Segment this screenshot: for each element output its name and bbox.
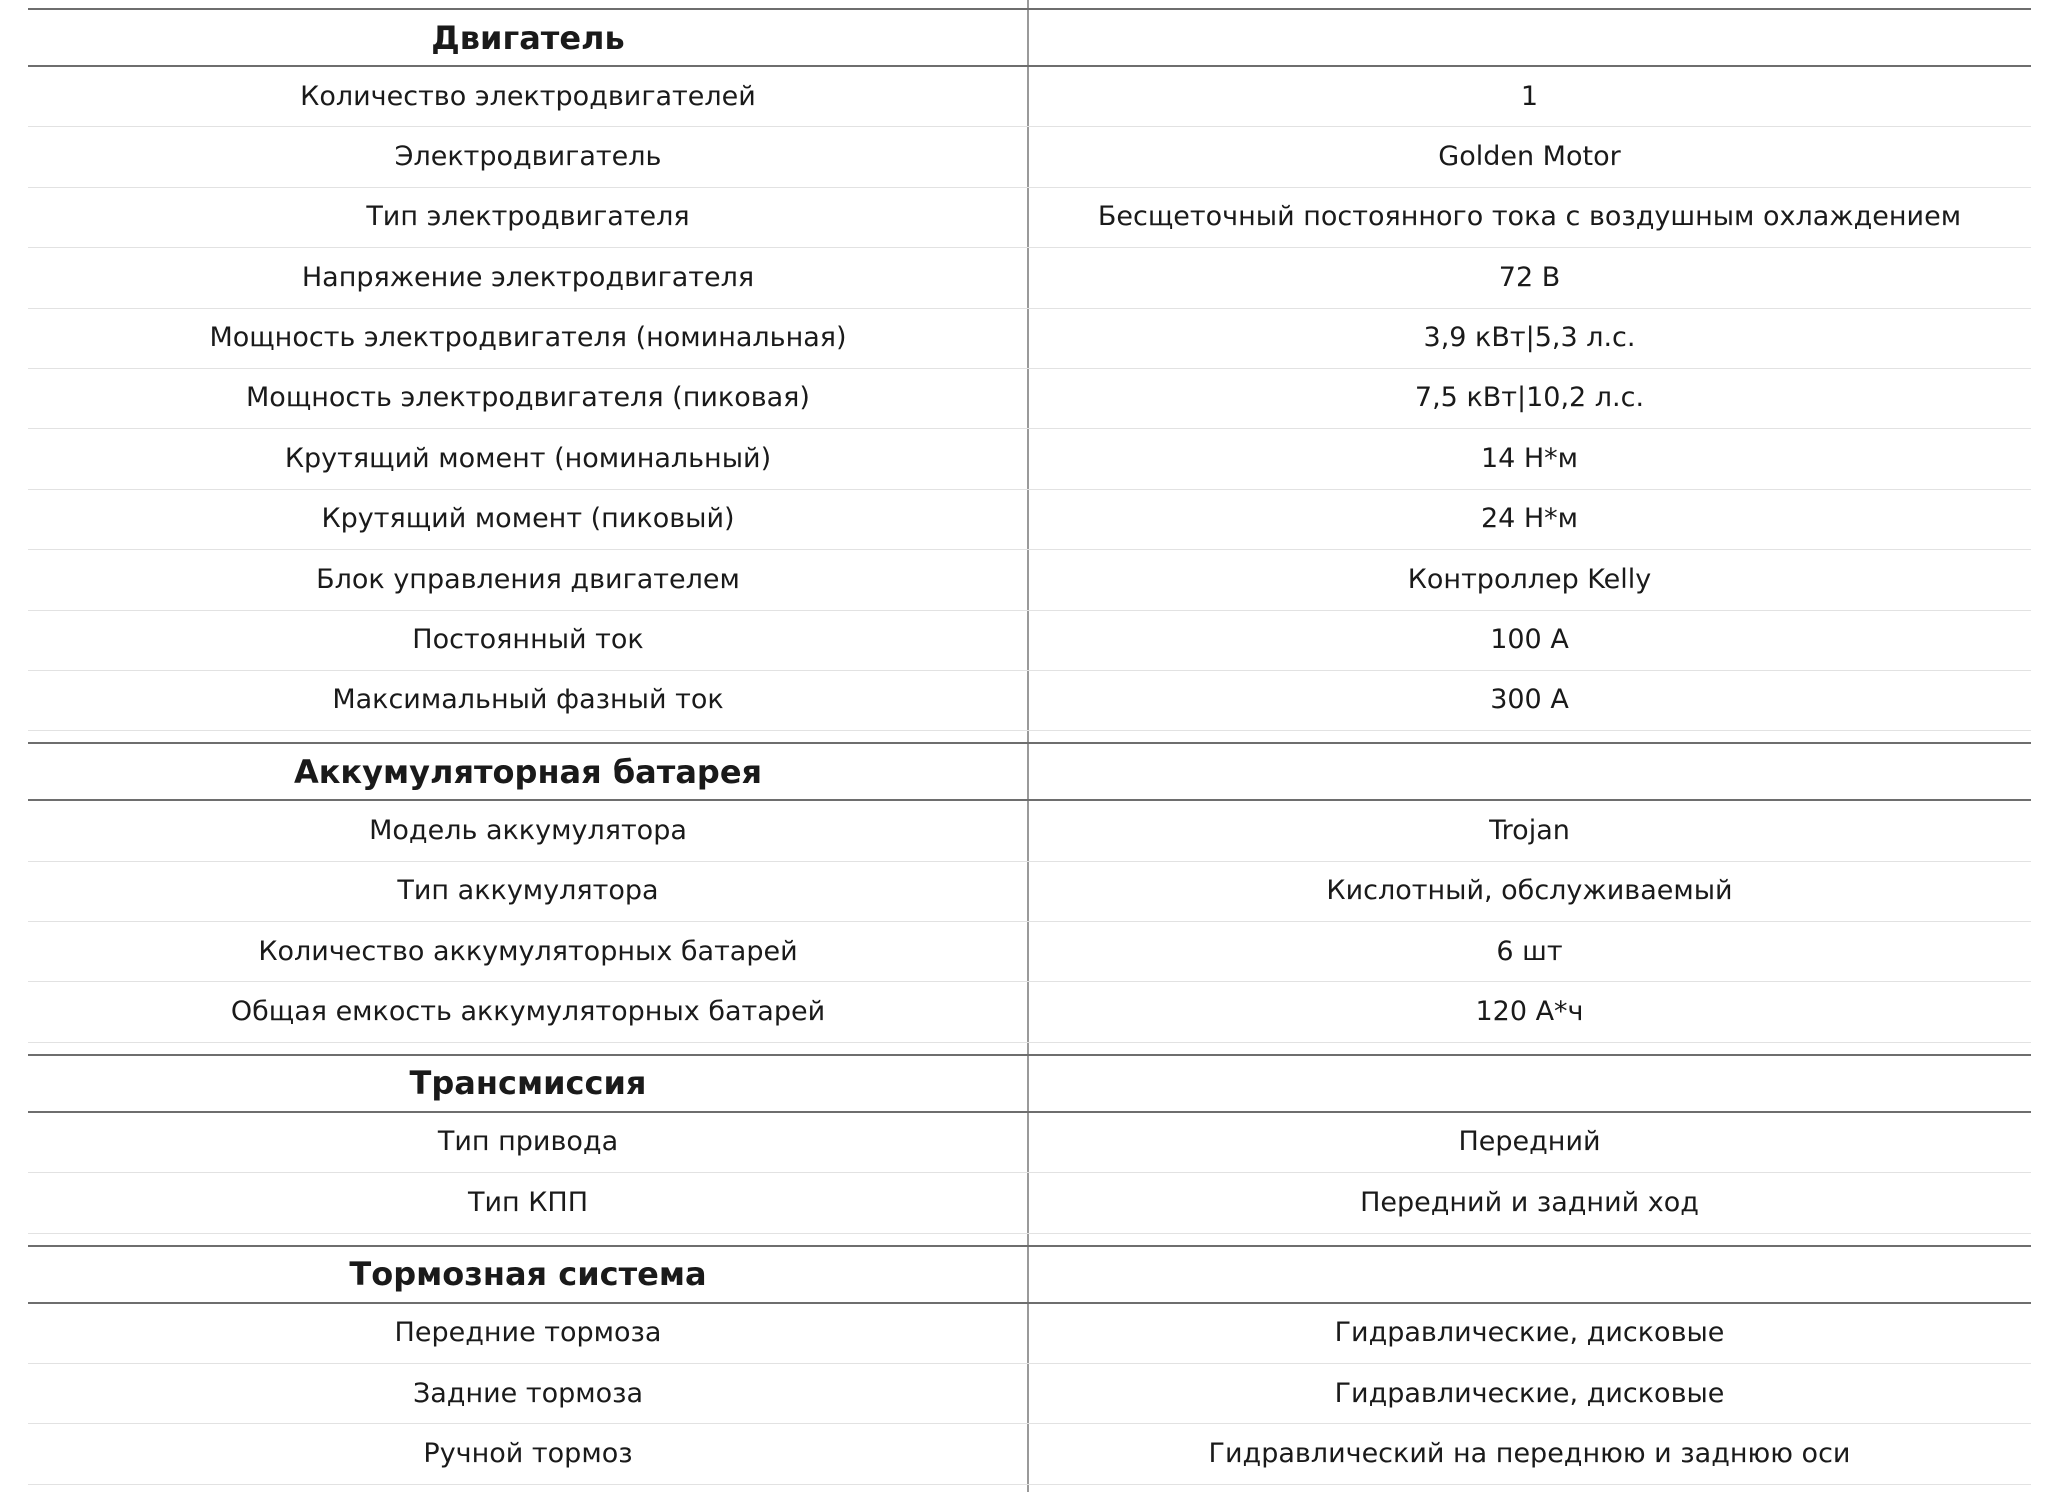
table-row — [28, 369, 2031, 429]
spec-value: Trojan — [1489, 814, 1570, 846]
section-separator — [28, 1234, 2031, 1247]
spec-label: Модель аккумулятора — [369, 814, 687, 846]
table-row — [28, 1113, 2031, 1173]
spec-label: Крутящий момент (пиковый) — [321, 503, 735, 535]
spec-label: Задние тормоза — [412, 1377, 644, 1409]
spec-value: Гидравлические, дисковые — [1334, 1317, 1725, 1349]
spec-label: Электродвигатель — [394, 140, 662, 172]
spec-label: Тип привода — [437, 1126, 619, 1158]
spec-value: Передний — [1458, 1126, 1601, 1158]
section-title: Аккумуляторная батарея — [293, 752, 763, 791]
table-row — [28, 611, 2031, 671]
table-row — [28, 671, 2031, 731]
section-header — [28, 1247, 2031, 1304]
spec-value: 24 Н*м — [1480, 503, 1579, 535]
table-row — [28, 309, 2031, 369]
section-header — [28, 1056, 2031, 1113]
table-row — [28, 1304, 2031, 1364]
spec-value: 300 А — [1490, 684, 1569, 716]
spec-label: Передние тормоза — [394, 1317, 662, 1349]
spec-label: Общая емкость аккумуляторных батарей — [230, 995, 826, 1027]
table-row — [28, 862, 2031, 922]
spec-label: Мощность электродвигателя (пиковая) — [246, 382, 810, 414]
spec-value: Гидравлический на переднюю и заднюю оси — [1208, 1437, 1851, 1469]
spec-label: Крутящий момент (номинальный) — [284, 442, 772, 474]
spec-table — [28, 0, 2031, 1485]
spec-value: Контроллер Kelly — [1407, 563, 1652, 595]
section-title: Двигатель — [431, 18, 625, 57]
table-row — [28, 67, 2031, 127]
spec-value: 1 — [1520, 80, 1539, 112]
spec-value: Golden Motor — [1438, 140, 1621, 172]
spec-value: Гидравлические, дисковые — [1334, 1377, 1725, 1409]
spec-value: 7,5 кВт|10,2 л.с. — [1414, 382, 1645, 414]
spec-label: Тип электродвигателя — [366, 201, 690, 233]
table-row — [28, 188, 2031, 248]
spec-label: Постоянный ток — [412, 624, 644, 656]
spec-value: Бесщеточный постоянного тока с воздушным охлаждением — [1097, 201, 1962, 233]
section-separator — [28, 731, 2031, 744]
table-row — [28, 1173, 2031, 1233]
spec-value: 3,9 кВт|5,3 л.с. — [1423, 322, 1636, 354]
spec-label: Блок управления двигателем — [316, 563, 740, 595]
table-row — [28, 982, 2031, 1042]
section-header — [28, 744, 2031, 801]
spec-label: Количество аккумуляторных батарей — [258, 935, 798, 967]
table-row — [28, 1424, 2031, 1484]
table-row — [28, 248, 2031, 308]
spec-value: 120 А*ч — [1475, 995, 1584, 1027]
spec-label: Напряжение электродвигателя — [301, 261, 755, 293]
spec-label: Максимальный фазный ток — [332, 684, 724, 716]
table-row — [28, 127, 2031, 187]
table-row — [28, 490, 2031, 550]
table-row — [28, 429, 2031, 489]
spec-value: 6 шт — [1496, 935, 1563, 967]
spec-label: Количество электродвигателей — [300, 80, 756, 112]
spec-label: Тип КПП — [467, 1186, 589, 1218]
spec-value: 14 Н*м — [1480, 442, 1579, 474]
table-row — [28, 550, 2031, 610]
table-row — [28, 1364, 2031, 1424]
spec-value: Кислотный, обслуживаемый — [1326, 875, 1733, 907]
spec-value: Передний и задний ход — [1360, 1186, 1699, 1218]
spec-label: Мощность электродвигателя (номинальная) — [209, 322, 847, 354]
spec-value: 72 В — [1498, 261, 1561, 293]
section-separator — [28, 1043, 2031, 1056]
section-header — [28, 10, 2031, 67]
section-title: Трансмиссия — [409, 1064, 647, 1103]
table-row — [28, 922, 2031, 982]
spec-label: Тип аккумулятора — [397, 875, 659, 907]
section-separator — [28, 0, 2031, 10]
table-row — [28, 801, 2031, 861]
section-title: Тормозная система — [349, 1255, 707, 1294]
spec-label: Ручной тормоз — [423, 1437, 633, 1469]
spec-value: 100 А — [1490, 624, 1569, 656]
